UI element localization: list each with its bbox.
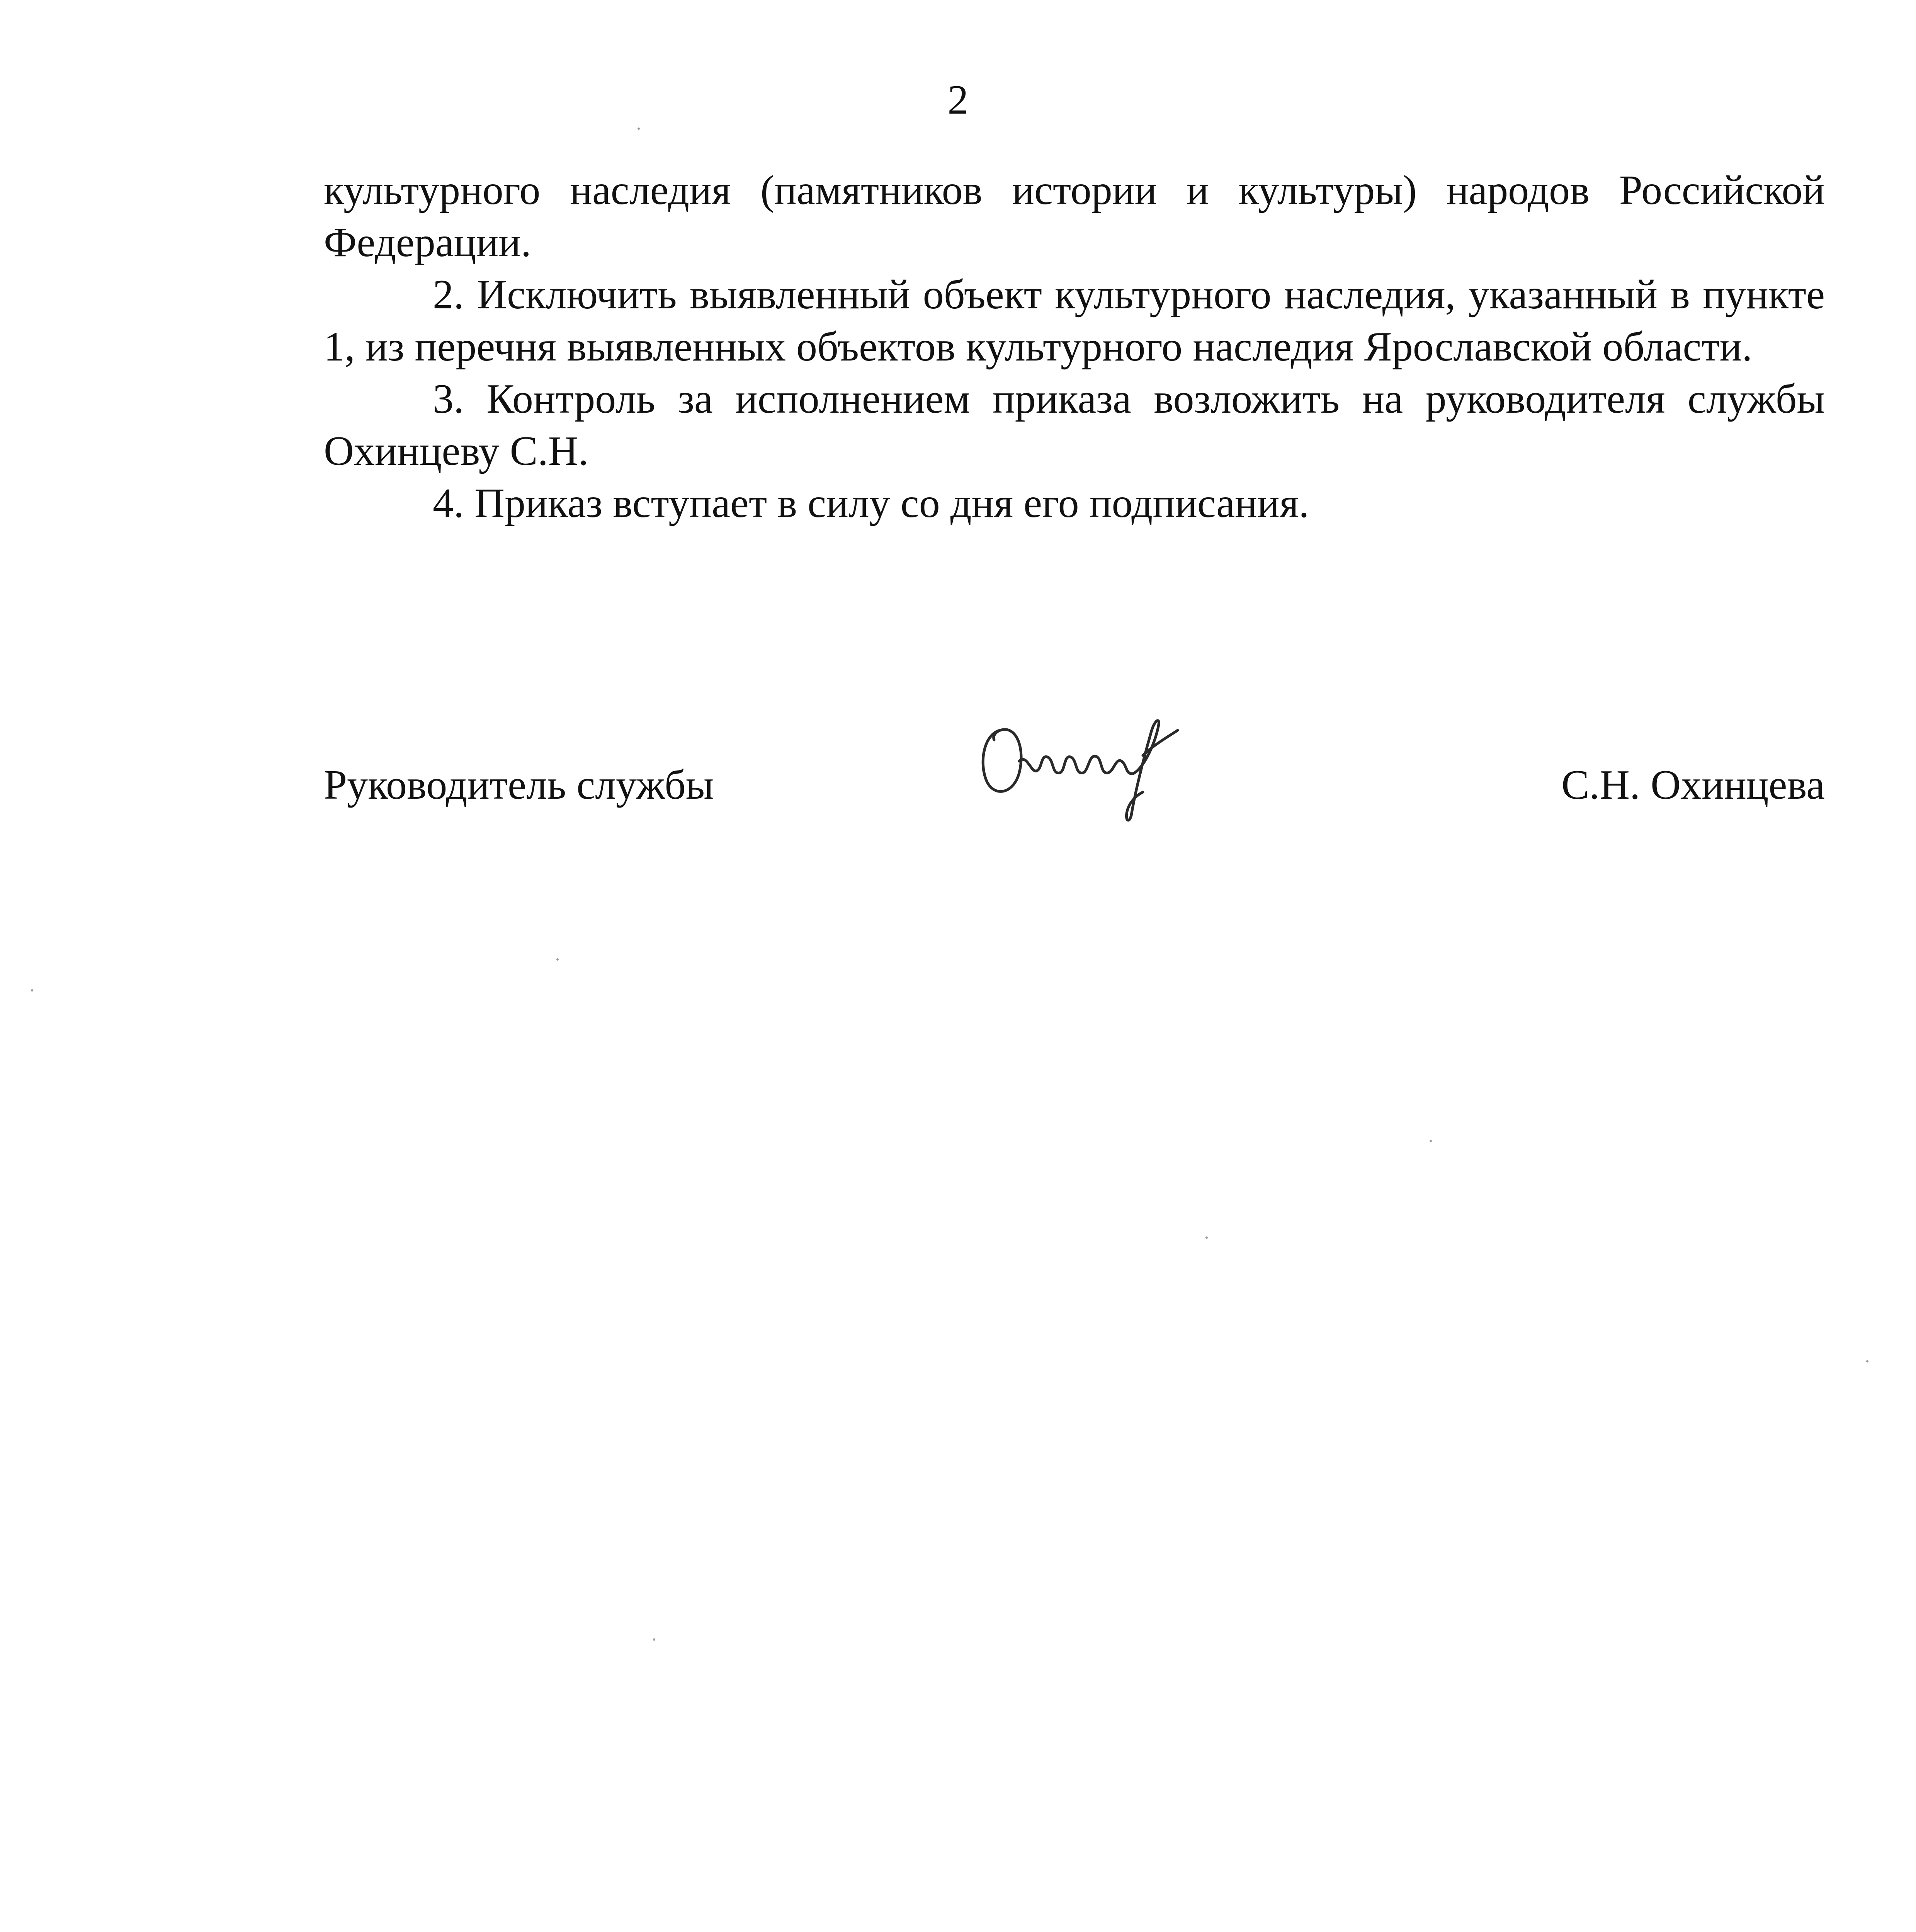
scan-speck	[31, 989, 33, 992]
scan-speck	[638, 128, 640, 130]
scan-speck	[653, 1638, 655, 1641]
document-body	[324, 164, 1825, 529]
paragraph-item-2: 2. Исключить выявленный объект культурного наследия, указанный в пункте 1, из перечня выявленных объектов культурного наследия Ярославской области.	[324, 272, 1825, 370]
scan-speck	[1205, 1236, 1208, 1239]
signatory-name: С.Н. Охинцева	[1561, 762, 1825, 808]
handwritten-signature	[973, 703, 1189, 827]
paragraph-item-4: 4. Приказ вступает в силу со дня его подписания.	[433, 480, 1309, 526]
page-number: 2	[947, 77, 969, 123]
signature-block	[324, 746, 1825, 823]
scan-speck	[1430, 1140, 1432, 1142]
paragraph-item-3: 3. Контроль за исполнением приказа возложить на руководителя службы Охинцеву С.Н.	[324, 376, 1825, 474]
scan-speck	[556, 958, 559, 961]
paragraph-continuation: культурного наследия (памятников истории и культуры) народов Российской Федерации.	[324, 167, 1825, 265]
scan-speck	[1866, 1360, 1868, 1362]
signatory-position: Руководитель службы	[324, 762, 714, 808]
